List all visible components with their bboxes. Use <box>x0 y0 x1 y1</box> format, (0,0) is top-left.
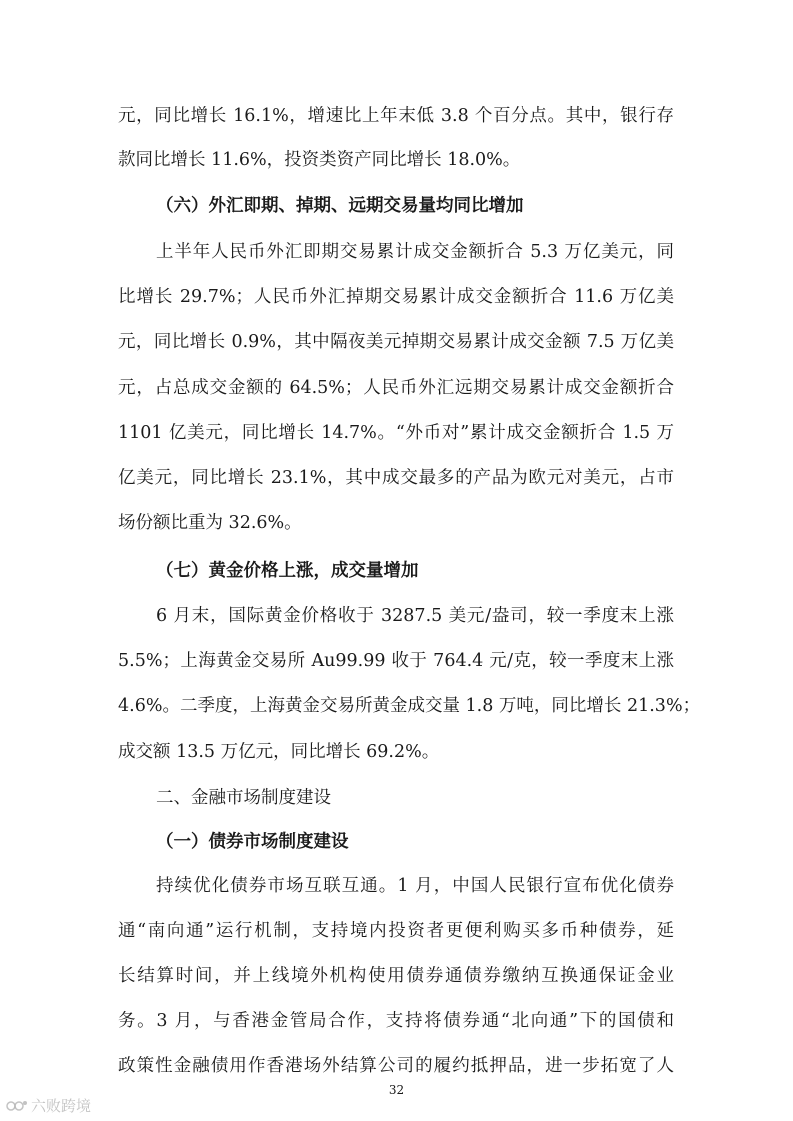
paragraph-line: 5.5%；上海黄金交易所 Au99.99 收于 764.4 元/克，较一季度末上涨 <box>118 651 674 671</box>
watermark-text: 六败跨境 <box>31 1097 92 1115</box>
paragraph-line: 元，同比增长 0.9%，其中隔夜美元掉期交易累计成交金额 7.5 万亿美 <box>118 332 674 352</box>
paragraph-line: 政策性金融债用作香港场外结算公司的履约抵押品，进一步拓宽了人 <box>118 1056 674 1076</box>
section-heading: （六）外汇即期、掉期、远期交易量均同比增加 <box>156 196 524 216</box>
paragraph-line: 通“南向通”运行机制，支持境内投资者更便利购买多币种债券，延 <box>118 921 674 941</box>
paragraph-line: 场份额比重为 32.6%。 <box>118 513 302 533</box>
paragraph-line: 亿美元，同比增长 23.1%，其中成交最多的产品为欧元对美元，占市 <box>118 468 674 488</box>
paragraph-line: 4.6%。二季度，上海黄金交易所黄金成交量 1.8 万吨，同比增长 21.3%； <box>118 696 701 716</box>
paragraph-line: 务。3 月，与香港金管局合作，支持将债券通“北向通”下的国债和 <box>118 1011 674 1031</box>
paragraph-line: 款同比增长 11.6%，投资类资产同比增长 18.0%。 <box>118 150 521 170</box>
paragraph-line: 上半年人民币外汇即期交易累计成交金额折合 5.3 万亿美元，同 <box>156 242 674 262</box>
section-heading: （一）债券市场制度建设 <box>156 832 349 852</box>
paragraph-line: 元，同比增长 16.1%，增速比上年末低 3.8 个百分点。其中，银行存 <box>118 106 674 126</box>
paragraph-line: 持续优化债券市场互联互通。1 月，中国人民银行宣布优化债券 <box>156 876 674 896</box>
paragraph-line: 比增长 29.7%；人民币外汇掉期交易累计成交金额折合 11.6 万亿美 <box>118 287 674 307</box>
page-number: 32 <box>388 1083 405 1097</box>
paragraph-line: 6 月末，国际黄金价格收于 3287.5 美元/盎司，较一季度末上涨 <box>156 606 674 626</box>
section-heading: （七）黄金价格上涨，成交量增加 <box>156 561 419 581</box>
paragraph-line: 成交额 13.5 万亿元，同比增长 69.2%。 <box>118 742 440 762</box>
watermark <box>6 1096 91 1116</box>
paragraph-line: 1101 亿美元，同比增长 14.7%。“外币对”累计成交金额折合 1.5 万 <box>118 423 674 443</box>
logo-icon <box>6 1099 28 1113</box>
paragraph-line: 元，占总成交金额的 64.5%；人民币外汇远期交易累计成交金额折合 <box>118 378 674 398</box>
paragraph-line: 长结算时间，并上线境外机构使用债券通债券缴纳互换通保证金业 <box>118 966 674 986</box>
chapter-heading: 二、金融市场制度建设 <box>156 788 331 808</box>
